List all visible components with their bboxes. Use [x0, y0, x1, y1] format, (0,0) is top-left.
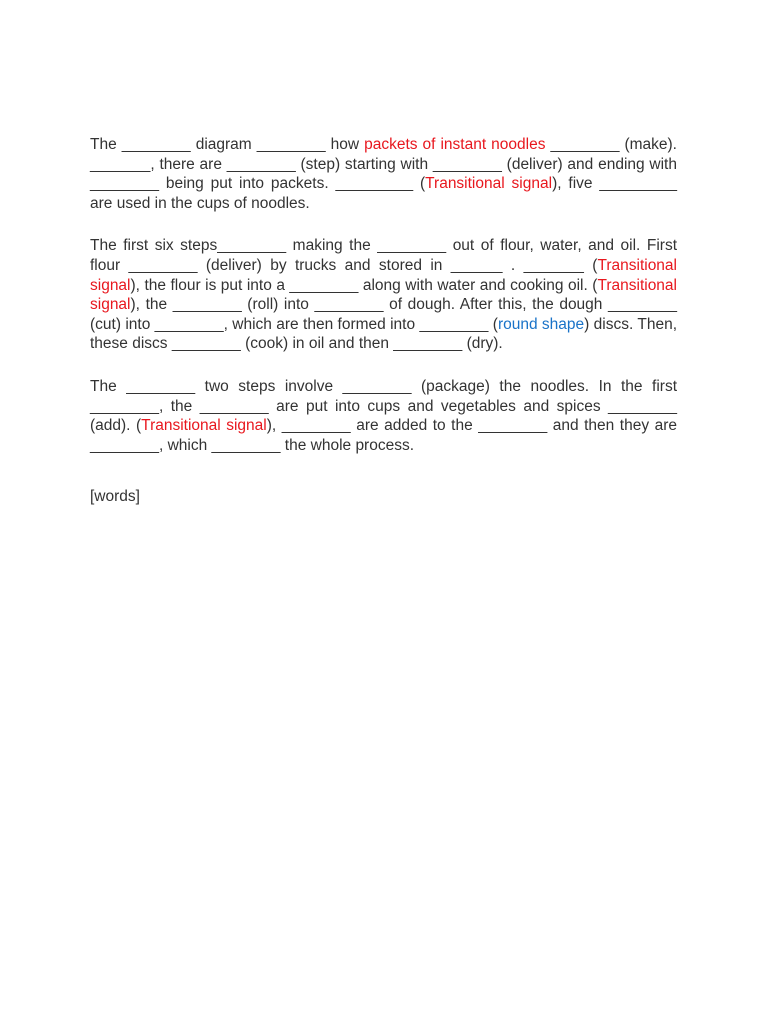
highlight-transitional-signal: Transitional signal: [425, 175, 553, 193]
text-run: The ________ two steps involve ________ (package) the noodles. In the first ________, the ________ are put into cups and vegetables and spices ________ (add). (: [90, 377, 677, 435]
text-run: ), the ________ (roll) into ________ of dough. After this, the dough ________ (cut) into ________, which are then formed into ________ (: [90, 296, 677, 333]
words-placeholder: [words]: [90, 488, 140, 506]
highlight-packets-of-instant-noodles: packets of instant noodles: [364, 136, 546, 153]
text-run: ), five _________ are used in the cups of noodles.: [90, 175, 677, 212]
text-run: ), ________ are added to the ________ and then they are ________, which ________ the whole process.: [90, 417, 677, 454]
text-run: ), the flour is put into a ________ along with water and cooking oil. (: [130, 276, 598, 294]
text-run: ________ (make). _______, there are ________ (step) starting with ________ (deliver) and ending with ________ being put into packets. _________ (: [90, 136, 677, 193]
text-run: ) discs. Then, these discs ________ (cook) in oil and then ________ (dry).: [90, 315, 678, 353]
document-page: [90, 135, 677, 530]
highlight-transitional-signal: Transitional signal: [90, 276, 677, 314]
text-run: The first six steps________ making the ________ out of flour, water, and oil. First flour ________ (deliver) by trucks and stored in ______ . _______ (: [90, 237, 677, 274]
highlight-round-shape: round shape: [497, 315, 585, 333]
highlight-transitional-signal: Transitional signal: [90, 256, 677, 294]
paragraph-final-steps: [90, 377, 677, 455]
paragraph-first-steps: [90, 236, 677, 354]
highlight-transitional-signal: Transitional signal: [141, 417, 267, 435]
text-run: The ________ diagram ________ how: [90, 136, 365, 153]
paragraph-intro: [90, 135, 677, 213]
